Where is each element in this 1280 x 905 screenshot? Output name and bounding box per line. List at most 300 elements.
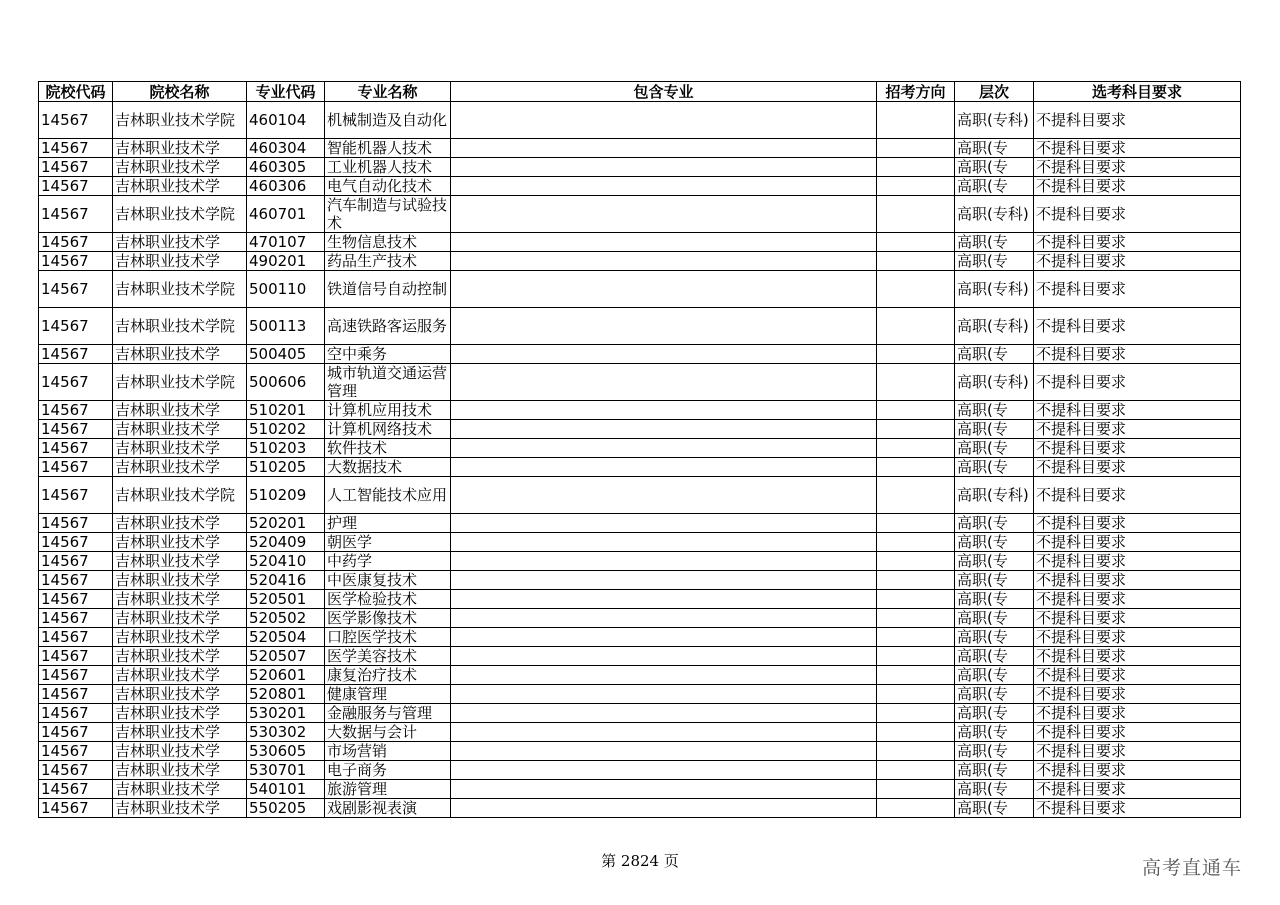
cell-school-code: 14567 bbox=[39, 271, 113, 308]
cell-included-majors bbox=[451, 233, 877, 252]
table-row bbox=[39, 571, 1241, 590]
cell-major-name: 汽车制造与试验技术 bbox=[325, 196, 451, 233]
cell-major-code: 520201 bbox=[247, 514, 325, 533]
cell-major-code: 530302 bbox=[247, 723, 325, 742]
cell-level: 高职(专科) bbox=[955, 477, 1034, 514]
cell-subject-requirement: 不提科目要求 bbox=[1034, 177, 1241, 196]
cell-direction bbox=[877, 271, 955, 308]
header-subject-requirement: 选考科目要求 bbox=[1034, 82, 1241, 102]
cell-school-name: 吉林职业技术学 bbox=[113, 252, 247, 271]
cell-subject-requirement: 不提科目要求 bbox=[1034, 799, 1241, 818]
cell-subject-requirement: 不提科目要求 bbox=[1034, 477, 1241, 514]
cell-subject-requirement: 不提科目要求 bbox=[1034, 571, 1241, 590]
cell-subject-requirement: 不提科目要求 bbox=[1034, 458, 1241, 477]
cell-school-name: 吉林职业技术学 bbox=[113, 761, 247, 780]
cell-school-name: 吉林职业技术学 bbox=[113, 704, 247, 723]
cell-included-majors bbox=[451, 458, 877, 477]
cell-level: 高职(专 bbox=[955, 158, 1034, 177]
cell-school-name: 吉林职业技术学 bbox=[113, 158, 247, 177]
cell-subject-requirement: 不提科目要求 bbox=[1034, 252, 1241, 271]
cell-school-name: 吉林职业技术学院 bbox=[113, 308, 247, 345]
table-row bbox=[39, 647, 1241, 666]
cell-school-name: 吉林职业技术学 bbox=[113, 533, 247, 552]
cell-subject-requirement: 不提科目要求 bbox=[1034, 647, 1241, 666]
cell-major-name: 大数据技术 bbox=[325, 458, 451, 477]
cell-major-name: 旅游管理 bbox=[325, 780, 451, 799]
cell-school-name: 吉林职业技术学 bbox=[113, 439, 247, 458]
table-row bbox=[39, 364, 1241, 401]
cell-school-code: 14567 bbox=[39, 723, 113, 742]
cell-school-code: 14567 bbox=[39, 742, 113, 761]
header-included-majors: 包含专业 bbox=[451, 82, 877, 102]
cell-direction bbox=[877, 102, 955, 139]
cell-school-code: 14567 bbox=[39, 158, 113, 177]
cell-major-name: 城市轨道交通运营管理 bbox=[325, 364, 451, 401]
cell-level: 高职(专科) bbox=[955, 102, 1034, 139]
cell-major-name: 大数据与会计 bbox=[325, 723, 451, 742]
cell-major-code: 470107 bbox=[247, 233, 325, 252]
cell-level: 高职(专 bbox=[955, 458, 1034, 477]
table-row bbox=[39, 477, 1241, 514]
cell-subject-requirement: 不提科目要求 bbox=[1034, 196, 1241, 233]
cell-school-name: 吉林职业技术学 bbox=[113, 780, 247, 799]
cell-subject-requirement: 不提科目要求 bbox=[1034, 439, 1241, 458]
cell-major-code: 460304 bbox=[247, 139, 325, 158]
header-row bbox=[39, 82, 1241, 102]
cell-major-code: 520410 bbox=[247, 552, 325, 571]
cell-direction bbox=[877, 233, 955, 252]
cell-subject-requirement: 不提科目要求 bbox=[1034, 685, 1241, 704]
table-row bbox=[39, 628, 1241, 647]
cell-included-majors bbox=[451, 533, 877, 552]
cell-major-code: 500606 bbox=[247, 364, 325, 401]
table-row bbox=[39, 271, 1241, 308]
table-body bbox=[39, 102, 1241, 818]
cell-subject-requirement: 不提科目要求 bbox=[1034, 233, 1241, 252]
cell-level: 高职(专 bbox=[955, 647, 1034, 666]
cell-included-majors bbox=[451, 271, 877, 308]
cell-major-code: 460701 bbox=[247, 196, 325, 233]
cell-included-majors bbox=[451, 102, 877, 139]
header-major-code: 专业代码 bbox=[247, 82, 325, 102]
cell-included-majors bbox=[451, 177, 877, 196]
table-row bbox=[39, 439, 1241, 458]
cell-school-code: 14567 bbox=[39, 685, 113, 704]
cell-major-name: 戏剧影视表演 bbox=[325, 799, 451, 818]
table-row bbox=[39, 742, 1241, 761]
cell-school-code: 14567 bbox=[39, 401, 113, 420]
cell-school-name: 吉林职业技术学 bbox=[113, 742, 247, 761]
cell-school-name: 吉林职业技术学 bbox=[113, 590, 247, 609]
cell-included-majors bbox=[451, 514, 877, 533]
cell-direction bbox=[877, 590, 955, 609]
cell-school-code: 14567 bbox=[39, 308, 113, 345]
cell-major-name: 生物信息技术 bbox=[325, 233, 451, 252]
cell-level: 高职(专 bbox=[955, 609, 1034, 628]
cell-level: 高职(专 bbox=[955, 571, 1034, 590]
cell-subject-requirement: 不提科目要求 bbox=[1034, 271, 1241, 308]
cell-school-name: 吉林职业技术学 bbox=[113, 685, 247, 704]
table-row bbox=[39, 514, 1241, 533]
cell-subject-requirement: 不提科目要求 bbox=[1034, 666, 1241, 685]
cell-included-majors bbox=[451, 196, 877, 233]
cell-included-majors bbox=[451, 308, 877, 345]
cell-included-majors bbox=[451, 799, 877, 818]
cell-major-name: 金融服务与管理 bbox=[325, 704, 451, 723]
cell-school-name: 吉林职业技术学院 bbox=[113, 271, 247, 308]
cell-subject-requirement: 不提科目要求 bbox=[1034, 780, 1241, 799]
table-row bbox=[39, 252, 1241, 271]
cell-direction bbox=[877, 514, 955, 533]
cell-school-code: 14567 bbox=[39, 477, 113, 514]
cell-major-code: 520801 bbox=[247, 685, 325, 704]
cell-subject-requirement: 不提科目要求 bbox=[1034, 139, 1241, 158]
cell-school-name: 吉林职业技术学 bbox=[113, 514, 247, 533]
cell-level: 高职(专 bbox=[955, 345, 1034, 364]
cell-major-code: 460306 bbox=[247, 177, 325, 196]
cell-major-name: 医学检验技术 bbox=[325, 590, 451, 609]
cell-school-name: 吉林职业技术学 bbox=[113, 647, 247, 666]
admissions-table-container bbox=[38, 81, 1240, 818]
cell-school-name: 吉林职业技术学 bbox=[113, 609, 247, 628]
cell-subject-requirement: 不提科目要求 bbox=[1034, 761, 1241, 780]
cell-school-code: 14567 bbox=[39, 780, 113, 799]
cell-major-code: 520416 bbox=[247, 571, 325, 590]
cell-direction bbox=[877, 723, 955, 742]
table-row bbox=[39, 308, 1241, 345]
table-row bbox=[39, 799, 1241, 818]
cell-major-code: 520502 bbox=[247, 609, 325, 628]
cell-direction bbox=[877, 477, 955, 514]
cell-major-code: 500110 bbox=[247, 271, 325, 308]
cell-school-code: 14567 bbox=[39, 102, 113, 139]
cell-direction bbox=[877, 742, 955, 761]
cell-subject-requirement: 不提科目要求 bbox=[1034, 364, 1241, 401]
cell-major-code: 460104 bbox=[247, 102, 325, 139]
cell-school-code: 14567 bbox=[39, 514, 113, 533]
cell-level: 高职(专 bbox=[955, 401, 1034, 420]
cell-major-name: 口腔医学技术 bbox=[325, 628, 451, 647]
cell-school-code: 14567 bbox=[39, 761, 113, 780]
table-row bbox=[39, 158, 1241, 177]
cell-major-name: 高速铁路客运服务 bbox=[325, 308, 451, 345]
cell-included-majors bbox=[451, 439, 877, 458]
cell-subject-requirement: 不提科目要求 bbox=[1034, 609, 1241, 628]
cell-school-code: 14567 bbox=[39, 552, 113, 571]
cell-major-code: 460305 bbox=[247, 158, 325, 177]
cell-major-name: 工业机器人技术 bbox=[325, 158, 451, 177]
table-row bbox=[39, 102, 1241, 139]
cell-level: 高职(专 bbox=[955, 177, 1034, 196]
cell-major-code: 540101 bbox=[247, 780, 325, 799]
table-row bbox=[39, 704, 1241, 723]
cell-school-code: 14567 bbox=[39, 439, 113, 458]
cell-level: 高职(专科) bbox=[955, 308, 1034, 345]
cell-school-code: 14567 bbox=[39, 458, 113, 477]
cell-subject-requirement: 不提科目要求 bbox=[1034, 590, 1241, 609]
cell-level: 高职(专 bbox=[955, 533, 1034, 552]
cell-school-name: 吉林职业技术学 bbox=[113, 139, 247, 158]
cell-included-majors bbox=[451, 571, 877, 590]
header-direction: 招考方向 bbox=[877, 82, 955, 102]
cell-major-code: 510209 bbox=[247, 477, 325, 514]
cell-direction bbox=[877, 458, 955, 477]
cell-major-name: 中医康复技术 bbox=[325, 571, 451, 590]
cell-school-code: 14567 bbox=[39, 233, 113, 252]
cell-included-majors bbox=[451, 666, 877, 685]
cell-direction bbox=[877, 780, 955, 799]
cell-school-name: 吉林职业技术学 bbox=[113, 666, 247, 685]
cell-level: 高职(专科) bbox=[955, 271, 1034, 308]
cell-major-code: 520409 bbox=[247, 533, 325, 552]
cell-direction bbox=[877, 439, 955, 458]
cell-school-code: 14567 bbox=[39, 666, 113, 685]
cell-major-code: 500113 bbox=[247, 308, 325, 345]
table-row bbox=[39, 401, 1241, 420]
cell-major-code: 530605 bbox=[247, 742, 325, 761]
cell-level: 高职(专 bbox=[955, 799, 1034, 818]
cell-major-name: 电气自动化技术 bbox=[325, 177, 451, 196]
header-school-code: 院校代码 bbox=[39, 82, 113, 102]
cell-subject-requirement: 不提科目要求 bbox=[1034, 308, 1241, 345]
cell-direction bbox=[877, 666, 955, 685]
cell-school-name: 吉林职业技术学 bbox=[113, 345, 247, 364]
cell-major-name: 人工智能技术应用 bbox=[325, 477, 451, 514]
cell-subject-requirement: 不提科目要求 bbox=[1034, 514, 1241, 533]
cell-major-name: 计算机应用技术 bbox=[325, 401, 451, 420]
cell-school-name: 吉林职业技术学 bbox=[113, 458, 247, 477]
cell-included-majors bbox=[451, 685, 877, 704]
cell-major-code: 500405 bbox=[247, 345, 325, 364]
header-level: 层次 bbox=[955, 82, 1034, 102]
cell-school-code: 14567 bbox=[39, 609, 113, 628]
cell-major-code: 510201 bbox=[247, 401, 325, 420]
cell-included-majors bbox=[451, 704, 877, 723]
cell-subject-requirement: 不提科目要求 bbox=[1034, 345, 1241, 364]
cell-included-majors bbox=[451, 723, 877, 742]
cell-included-majors bbox=[451, 477, 877, 514]
cell-school-name: 吉林职业技术学 bbox=[113, 177, 247, 196]
cell-level: 高职(专 bbox=[955, 628, 1034, 647]
cell-subject-requirement: 不提科目要求 bbox=[1034, 158, 1241, 177]
cell-direction bbox=[877, 704, 955, 723]
table-row bbox=[39, 196, 1241, 233]
cell-major-name: 智能机器人技术 bbox=[325, 139, 451, 158]
cell-level: 高职(专 bbox=[955, 761, 1034, 780]
table-row bbox=[39, 233, 1241, 252]
cell-school-code: 14567 bbox=[39, 139, 113, 158]
cell-direction bbox=[877, 252, 955, 271]
table-row bbox=[39, 666, 1241, 685]
cell-included-majors bbox=[451, 628, 877, 647]
cell-direction bbox=[877, 628, 955, 647]
cell-major-name: 中药学 bbox=[325, 552, 451, 571]
cell-direction bbox=[877, 364, 955, 401]
cell-level: 高职(专 bbox=[955, 252, 1034, 271]
cell-direction bbox=[877, 158, 955, 177]
cell-direction bbox=[877, 420, 955, 439]
cell-major-name: 朝医学 bbox=[325, 533, 451, 552]
table-row bbox=[39, 590, 1241, 609]
cell-major-name: 软件技术 bbox=[325, 439, 451, 458]
cell-level: 高职(专 bbox=[955, 723, 1034, 742]
cell-direction bbox=[877, 401, 955, 420]
cell-school-code: 14567 bbox=[39, 420, 113, 439]
table-row bbox=[39, 552, 1241, 571]
cell-major-code: 520501 bbox=[247, 590, 325, 609]
cell-major-name: 机械制造及自动化 bbox=[325, 102, 451, 139]
cell-school-name: 吉林职业技术学 bbox=[113, 552, 247, 571]
cell-subject-requirement: 不提科目要求 bbox=[1034, 533, 1241, 552]
cell-included-majors bbox=[451, 252, 877, 271]
cell-major-name: 医学影像技术 bbox=[325, 609, 451, 628]
table-row bbox=[39, 177, 1241, 196]
cell-major-code: 520601 bbox=[247, 666, 325, 685]
cell-school-name: 吉林职业技术学 bbox=[113, 571, 247, 590]
cell-major-code: 510205 bbox=[247, 458, 325, 477]
cell-school-name: 吉林职业技术学 bbox=[113, 628, 247, 647]
cell-subject-requirement: 不提科目要求 bbox=[1034, 742, 1241, 761]
table-row bbox=[39, 533, 1241, 552]
cell-school-name: 吉林职业技术学院 bbox=[113, 364, 247, 401]
admissions-table bbox=[38, 81, 1241, 818]
cell-included-majors bbox=[451, 780, 877, 799]
cell-level: 高职(专科) bbox=[955, 364, 1034, 401]
cell-level: 高职(专 bbox=[955, 685, 1034, 704]
cell-school-code: 14567 bbox=[39, 647, 113, 666]
cell-included-majors bbox=[451, 742, 877, 761]
cell-major-code: 550205 bbox=[247, 799, 325, 818]
cell-school-name: 吉林职业技术学院 bbox=[113, 477, 247, 514]
cell-direction bbox=[877, 685, 955, 704]
cell-included-majors bbox=[451, 420, 877, 439]
cell-direction bbox=[877, 177, 955, 196]
cell-major-code: 520504 bbox=[247, 628, 325, 647]
cell-included-majors bbox=[451, 552, 877, 571]
cell-direction bbox=[877, 196, 955, 233]
table-row bbox=[39, 761, 1241, 780]
cell-included-majors bbox=[451, 139, 877, 158]
page-number: 第 2824 页 bbox=[601, 852, 679, 870]
cell-direction bbox=[877, 139, 955, 158]
cell-school-code: 14567 bbox=[39, 345, 113, 364]
cell-school-code: 14567 bbox=[39, 177, 113, 196]
cell-included-majors bbox=[451, 761, 877, 780]
table-header bbox=[39, 82, 1241, 102]
cell-subject-requirement: 不提科目要求 bbox=[1034, 401, 1241, 420]
cell-level: 高职(专 bbox=[955, 666, 1034, 685]
cell-school-name: 吉林职业技术学 bbox=[113, 401, 247, 420]
cell-school-code: 14567 bbox=[39, 628, 113, 647]
table-row bbox=[39, 420, 1241, 439]
cell-major-code: 520507 bbox=[247, 647, 325, 666]
cell-included-majors bbox=[451, 345, 877, 364]
cell-major-code: 510202 bbox=[247, 420, 325, 439]
cell-subject-requirement: 不提科目要求 bbox=[1034, 420, 1241, 439]
table-row bbox=[39, 780, 1241, 799]
cell-subject-requirement: 不提科目要求 bbox=[1034, 628, 1241, 647]
cell-major-name: 市场营销 bbox=[325, 742, 451, 761]
cell-direction bbox=[877, 609, 955, 628]
cell-school-name: 吉林职业技术学 bbox=[113, 723, 247, 742]
table-row bbox=[39, 458, 1241, 477]
cell-school-name: 吉林职业技术学院 bbox=[113, 102, 247, 139]
cell-included-majors bbox=[451, 590, 877, 609]
cell-included-majors bbox=[451, 647, 877, 666]
cell-school-code: 14567 bbox=[39, 571, 113, 590]
cell-major-name: 健康管理 bbox=[325, 685, 451, 704]
cell-major-code: 530201 bbox=[247, 704, 325, 723]
header-major-name: 专业名称 bbox=[325, 82, 451, 102]
cell-level: 高职(专 bbox=[955, 590, 1034, 609]
cell-subject-requirement: 不提科目要求 bbox=[1034, 102, 1241, 139]
cell-school-name: 吉林职业技术学 bbox=[113, 420, 247, 439]
cell-school-code: 14567 bbox=[39, 799, 113, 818]
cell-school-code: 14567 bbox=[39, 704, 113, 723]
cell-included-majors bbox=[451, 401, 877, 420]
cell-included-majors bbox=[451, 158, 877, 177]
cell-level: 高职(专 bbox=[955, 742, 1034, 761]
cell-direction bbox=[877, 308, 955, 345]
cell-direction bbox=[877, 647, 955, 666]
cell-level: 高职(专 bbox=[955, 233, 1034, 252]
cell-level: 高职(专 bbox=[955, 704, 1034, 723]
cell-school-name: 吉林职业技术学院 bbox=[113, 196, 247, 233]
cell-subject-requirement: 不提科目要求 bbox=[1034, 704, 1241, 723]
cell-direction bbox=[877, 552, 955, 571]
cell-school-name: 吉林职业技术学 bbox=[113, 233, 247, 252]
table-row bbox=[39, 685, 1241, 704]
cell-subject-requirement: 不提科目要求 bbox=[1034, 552, 1241, 571]
cell-major-code: 490201 bbox=[247, 252, 325, 271]
cell-included-majors bbox=[451, 364, 877, 401]
cell-direction bbox=[877, 571, 955, 590]
header-school-name: 院校名称 bbox=[113, 82, 247, 102]
cell-major-name: 医学美容技术 bbox=[325, 647, 451, 666]
watermark-logo: 高考直通车 bbox=[1142, 857, 1243, 879]
cell-direction bbox=[877, 345, 955, 364]
cell-major-name: 护理 bbox=[325, 514, 451, 533]
table-row bbox=[39, 139, 1241, 158]
cell-school-name: 吉林职业技术学 bbox=[113, 799, 247, 818]
cell-level: 高职(专 bbox=[955, 439, 1034, 458]
cell-school-code: 14567 bbox=[39, 533, 113, 552]
cell-school-code: 14567 bbox=[39, 364, 113, 401]
cell-major-name: 空中乘务 bbox=[325, 345, 451, 364]
table-row bbox=[39, 723, 1241, 742]
cell-major-name: 康复治疗技术 bbox=[325, 666, 451, 685]
cell-major-name: 药品生产技术 bbox=[325, 252, 451, 271]
table-row bbox=[39, 345, 1241, 364]
cell-included-majors bbox=[451, 609, 877, 628]
cell-level: 高职(专 bbox=[955, 780, 1034, 799]
cell-major-name: 电子商务 bbox=[325, 761, 451, 780]
cell-level: 高职(专 bbox=[955, 420, 1034, 439]
cell-subject-requirement: 不提科目要求 bbox=[1034, 723, 1241, 742]
cell-level: 高职(专科) bbox=[955, 196, 1034, 233]
cell-school-code: 14567 bbox=[39, 590, 113, 609]
table-row bbox=[39, 609, 1241, 628]
cell-major-code: 530701 bbox=[247, 761, 325, 780]
cell-level: 高职(专 bbox=[955, 514, 1034, 533]
cell-school-code: 14567 bbox=[39, 252, 113, 271]
cell-direction bbox=[877, 799, 955, 818]
cell-major-code: 510203 bbox=[247, 439, 325, 458]
cell-major-name: 铁道信号自动控制 bbox=[325, 271, 451, 308]
cell-major-name: 计算机网络技术 bbox=[325, 420, 451, 439]
cell-direction bbox=[877, 533, 955, 552]
cell-direction bbox=[877, 761, 955, 780]
